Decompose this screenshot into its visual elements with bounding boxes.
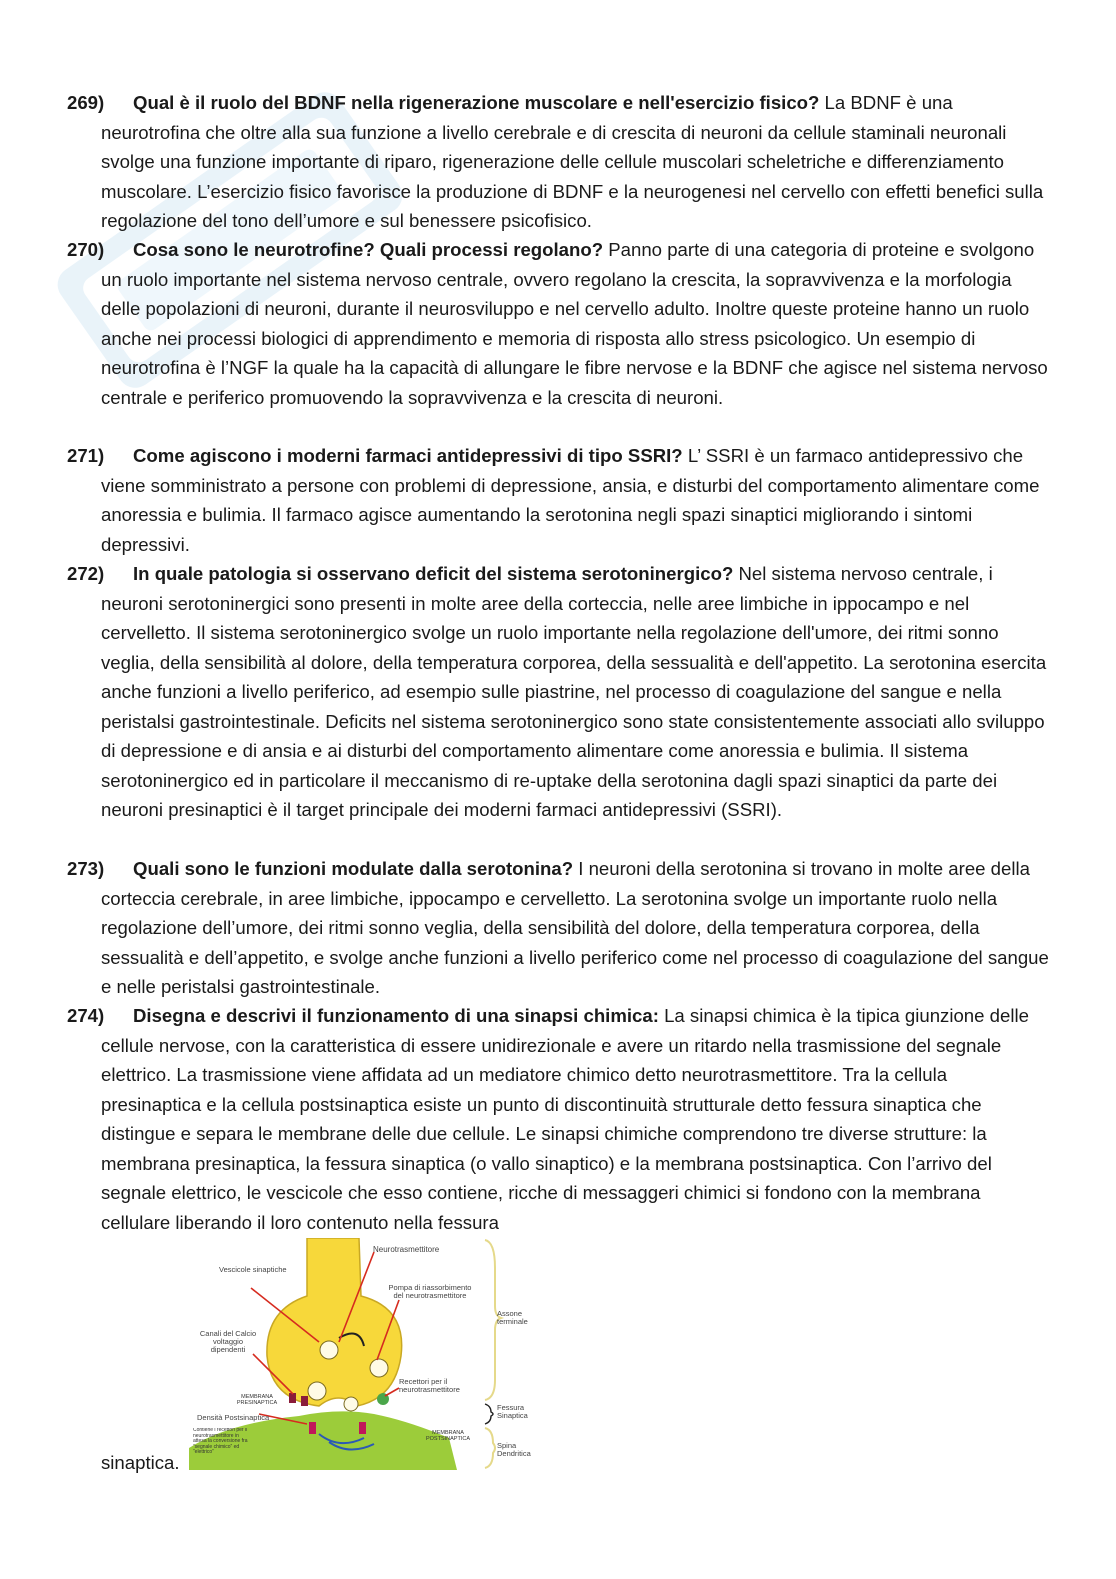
question-text: Qual è il ruolo del BDNF nella rigenerazione muscolare e nell'esercizio fisico? [133, 92, 820, 113]
answer-text: Panno parte di una categoria di proteine e svolgono un ruolo importante nel sistema nervoso centrale, ovvero regolano la crescita, la sopravvivenza e la morfologia delle popolazioni di neuroni, durante il neurosviluppo e nel cervello adulto. Inoltre queste proteine hanno un ruolo anche nei processi biologici di apprendimento e memoria di risposta allo stress psicologico. Un esempio di neurotrofina è l’NGF la quale ha la capacità di allungare le fibre nervose e la BDNF che agisce nel sistema nervoso centrale e periferico promuovendo la sopravvivenza e la crescita di neuroni. [101, 239, 1048, 408]
question-item [0, 854, 1116, 1001]
question-number: 272) [67, 563, 105, 584]
question-text: Cosa sono le neurotrofine? Quali processi regolano? [133, 239, 604, 260]
question-number: 270) [67, 239, 105, 260]
label-densita: Densità Postsinaptica [197, 1413, 270, 1422]
label-assone: Assone terminale [497, 1310, 528, 1326]
question-number: 271) [67, 445, 105, 466]
label-vescicole: Vescicole sinaptiche [219, 1266, 287, 1274]
label-membrana-pre: MEMBRANA PRESINAPTICA [236, 1394, 278, 1406]
question-text: Disegna e descrivi il funzionamento di una sinapsi chimica: [133, 1005, 659, 1026]
question-number: 274) [67, 1005, 105, 1026]
vesicle [344, 1397, 358, 1411]
question-text: In quale patologia si osservano deficit del sistema serotoninergico? [133, 563, 734, 584]
receptor [309, 1422, 316, 1434]
calcium-channel [301, 1396, 308, 1406]
vesicle [320, 1341, 338, 1359]
answer-text: I neuroni della serotonina si trovano in molte aree della corteccia cerebrale, in aree limbiche, ippocampo e cervelletto. La serotonina svolge un importante ruolo nella regolazione dell’umore, dei ritmi sonno veglia, della sensibilità del dolore, della temperatura corporea, della sessualità e dell’appetito, e svolge anche funzioni a livello periferico come nel processo di coagulazione del sangue e nelle peristalsi gastrointestinale. [101, 858, 1049, 997]
question-text: Come agiscono i moderni farmaci antidepressivi di tipo SSRI? [133, 445, 683, 466]
vesicle [308, 1382, 326, 1400]
label-spina: Spina Dendritica [497, 1442, 531, 1458]
label-densita-note: Contiene i recettori per il neurotrasmettitore in attesa la conversione fra “segnale chimico” ed “elettrico” [193, 1428, 248, 1456]
question-item [0, 441, 1116, 559]
label-neurotrasmettitore: Neurotrasmettitore [373, 1245, 440, 1254]
final-word: sinaptica. [101, 1452, 180, 1473]
question-text: Quali sono le funzioni modulate dalla serotonina? [133, 858, 574, 879]
answer-text: Nel sistema nervoso centrale, i neuroni serotoninergici sono presenti in molte aree della corteccia, nelle aree limbiche in ippocampo e nel cervelletto. Il sistema serotoninergico svolge un ruolo importante nella regolazione dell'umore, dei ritmi sonno veglia, della sensibilità al dolore, della temperatura corporea, della sessualità e dell'appetito. La serotonina esercita anche funzioni a livello periferico, ad esempio sulle piastrine, nel processo di coagulazione del sangue e nella peristalsi gastrointestinale. Deficits nel sistema serotoninergico sono state consistentemente associati allo sviluppo di depressione e di ansia e ai disturbi del comportamento alimentare come anoressia e bulimia. Il sistema serotoninergico ed in particolare il meccanismo di re-uptake della serotonina dagli spazi sinaptici da parte dei neuroni presinaptici è il target principale dei moderni farmaci antidepressivi (SSRI). [101, 563, 1047, 820]
document-body [0, 88, 1116, 1237]
synapse-diagram [189, 1238, 539, 1470]
label-fessura: Fessura Sinaptica [497, 1404, 528, 1420]
label-membrana-post: MEMBRANA POSTSINAPTICA [425, 1430, 470, 1442]
question-item [0, 1001, 1116, 1237]
label-canali: Canali del Calcio voltaggio dipendenti [199, 1330, 257, 1354]
question-number: 269) [67, 92, 105, 113]
label-pompa: Pompa di riassorbimento del neurotrasmettitore [388, 1284, 472, 1300]
question-item [0, 88, 1116, 235]
receptor [359, 1422, 366, 1434]
question-item [0, 559, 1116, 854]
question-number: 273) [67, 858, 105, 879]
answer-text: La BDNF è una neurotrofina che oltre alla sua funzione a livello cerebrale e di crescita di neuroni da cellule staminali neuronali svolge una funzione importante di riparo, rigenerazione delle cellule muscolari scheletriche e differenziamento muscolare. L’esercizio fisico favorisce la produzione di BDNF e la neurogenesi nel cervello con effetti benefici sulla regolazione del tono dell’umore e sul benessere psicofisico. [101, 92, 1044, 231]
answer-text: La sinapsi chimica è la tipica giunzione delle cellule nervose, con la caratteristica di essere unidirezionale e avere un ritardo nella trasmissione del segnale elettrico. La trasmissione viene affidata ad un mediatore chimico detto neurotrasmettitore. Tra la cellula presinaptica e la cellula postsinaptica esiste un punto di discontinuità strutturale detto fessura sinaptica che distingue e separa le membrane delle due cellule. Le sinapsi chimiche comprendono tre diverse strutture: la membrana presinaptica, la fessura sinaptica (o vallo sinaptico) e la membrana postsinaptica. Con l’arrivo del segnale elettrico, le vescicole che esso contiene, ricche di messaggeri chimici si fondono con la membrana cellulare liberando il loro contenuto nella fessura [101, 1005, 1029, 1233]
label-recettori: Recettori per il neurotrasmettitore [399, 1378, 460, 1394]
vesicle [370, 1359, 388, 1377]
answer-text: L’ SSRI è un farmaco antidepressivo che viene somministrato a persone con problemi di depressione, ansia, e disturbi del comportamento alimentare come anoressia e bulimia. Il farmaco agisce aumentando la serotonina negli spazi sinaptici migliorando i sintomi depressivi. [101, 445, 1040, 555]
question-item [0, 235, 1116, 441]
